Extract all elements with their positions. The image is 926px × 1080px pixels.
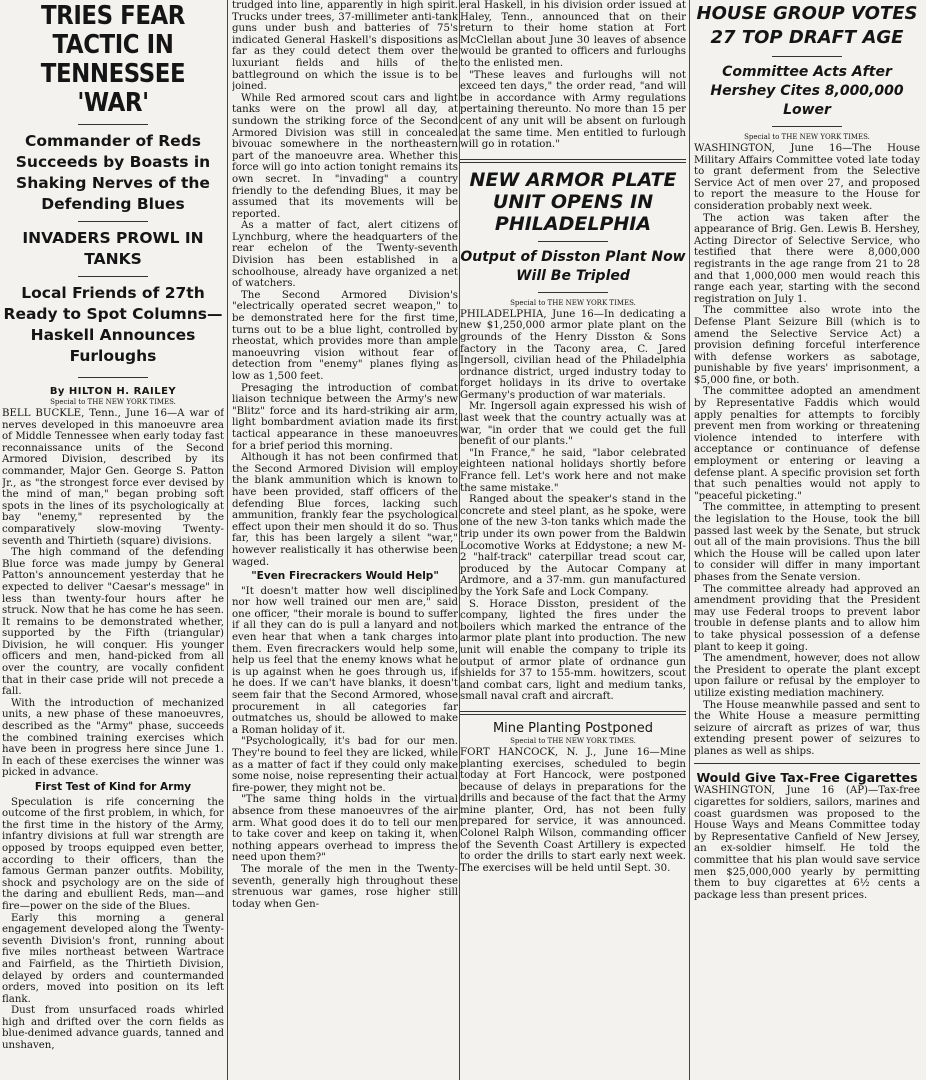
divider (78, 124, 148, 125)
deck: INVADERS PROWL IN TANKS (22, 229, 204, 268)
paragraph: The amendment, however, does not allow the President to operate the plant except upon failure or refusal by the employer to utilize existing mediation machinery. (694, 653, 920, 699)
paragraph: Early this morning a general engagement developed along the Twenty-seventh Division's front, running about five miles northeast between Wartrace and Fairfield, as the Thirtieth Division, delayed by orders and countermanded orders, moved into position on its left flank. (2, 912, 224, 1005)
paragraph: Dust from unsurfaced roads whirled high and drifted over the corn fields as blue-denimed advance guards, tanned and unshaven, (2, 1005, 224, 1052)
paragraph: The committee also wrote into the Defense Plant Seizure Bill (which is to amend the Selective Service Act) a provision defining forceful interference with defense workers as sabotage, punishable by five years' imprisonment, a $5,000 fine, or both. (694, 305, 920, 386)
article-fear-tactic-continued (232, 0, 458, 1080)
paragraph: While Red armored scout cars and light tanks were on the prowl all day, at sundown the striking force of the Second Armored Division was still in concealed bivouac somewhere in the northeastern part of the manoeuvre area. Whether this force will go into action tonight remains its own secret. In "invading" a country friendly to the defending Blues, it may be assumed that its movements will be reported. (232, 92, 458, 220)
paragraph: "These leaves and furloughs will not exceed ten days," the order read, "and will be in accordance with Army regulations pertaining thereunto. No more than 15 per cent of any unit will be absent on furlough at the same time. Men entitled to furlough will go in rotation." (460, 69, 686, 151)
byline: By HILTON H. RAILEY (49, 386, 177, 397)
paragraph: The action was taken after the appearance of Brig. Gen. Lewis B. Hershey, Acting Director of Selective Service, who testified that there were 8,000,000 registrants in the age range from 21 to 28 and that 1,000,000 men would reach this range each year, starting with the second registration on July 1. (694, 212, 920, 305)
paragraph: Ranged about the speaker's stand in the concrete and steel plant, as he spoke, were one of the new 3-ton tanks which made the trip under its own power from the Baldwin Locomotive Works at Eddystone; a new M-2 "half-track" caterpillar tread scout car, produced by the Autocar Company at Ardmore, and a 37-mm. gun manufactured by the York Safe and Lock Company. (460, 494, 686, 598)
column-rule (689, 0, 690, 1080)
paragraph: The House meanwhile passed and sent to the White House a measure permitting seizure of aircraft as prizes of war, thus extending present power of seizures to planes as well as ships. (694, 699, 920, 757)
article-body (2, 408, 224, 1052)
headline: HOUSE GROUP VOTES 27 TOP DRAFT AGE (696, 3, 918, 48)
paragraph: trudged into line, apparently in high spirit. Trucks under trees, 37-millimeter anti-tank guns under bush and batteries of 75's indicated General Haskell's dispositions as far as they could detect them over the luxuriant fields and hills of the battleground on which the issue is to be joined. (232, 0, 458, 93)
paragraph: "In France," he said, "labor celebrated eighteen national holidays shortly before France fell. Let's work here and not make the same mistake." (460, 447, 686, 494)
divider (772, 126, 842, 127)
article-body (694, 785, 920, 901)
deck: Output of Disston Plant Now Will Be Tripled (460, 248, 686, 284)
subheading: First Test of Kind for Army (34, 781, 192, 793)
paragraph: Although it has not been confirmed that the Second Armored Division will employ the blank ammunition which is known to have been provided, staff officers of the defending Blue forces, lacking such ammunition, frankly fear the psychological effect upon their men should it do so. Thus far, this has been largely a silent "war," however realistically it has otherwise been waged. (232, 452, 458, 568)
subheadline: Mine Planting Postponed (492, 720, 654, 736)
special-note: Special to THE NEW YORK TIMES. (510, 736, 636, 745)
paragraph: "It doesn't matter how well disciplined nor how well trained our men are," said one officer, "their morale is bound to suffer if all they can do is pull a lanyard and not even hear that when a tank charges into them. Even firecrackers would help some, help us feel that the enemy knows what he is up against when he goes through us, if he does. If we can't have blanks, it doesn't seem fair that the Second Armored, whose procurement in all categories far outmatches us, should be allowed to make a Roman holiday of it. (232, 585, 458, 736)
headline: TRIES FEAR TACTIC IN TENNESSEE 'WAR' (40, 1, 186, 118)
section-divider (694, 763, 920, 764)
headline: NEW ARMOR PLATE UNIT OPENS IN PHILADELPHIA (469, 168, 677, 235)
paragraph: S. Horace Disston, president of the company, lighted the fires under the boilers which marked the entrance of the armor plate plant into production. The new unit will enable the company to triple its output of armor plate of ordnance gun shields for 37 to 155-mm. howitzers, scout and combat cars, light and medium tanks, small naval craft and aircraft. (460, 598, 686, 703)
article-draft-age (694, 0, 920, 1080)
paragraph: Speculation is rife concerning the outcome of the first problem, in which, for the first time in the history of the Army, infantry divisions at full war strength are opposed by troops equipped even better, according to their officers, than the famous German panzer outfits. Mobility, shock and psychology are on the side of the daring and ebullient Reds, man—and fire—power on the side of the Blues. (2, 796, 224, 912)
section-divider (460, 711, 686, 715)
article-body (460, 0, 686, 151)
deck: Local Friends of 27th Ready to Spot Columns—Haskell Announces Furloughs (3, 284, 223, 365)
paragraph: With the introduction of mechanized units, a new phase of these manoeuvres, described as the "Army" phase, succeeds the combined training exercises which have been in progress here since June 1. In each of these exercises the winner was picked in advance. (2, 697, 224, 779)
paragraph: The committee adopted an amendment by Representative Faddis which would apply penalties for attempts to forcibly prevent men from working or threatening violence intended to interfere with acceptance or continuance of defense employment or entering or leaving a defense plant. A specific provision set forth that such penalties would not apply to "peaceful picketing." (694, 386, 920, 502)
paragraph: FORT HANCOCK, N. J., June 16—Mine planting exercises, scheduled to begin today at Fort Hancock, were postponed because of delays in preparations for the drills and because of the fact that the Army mine planter, Ord, has not been fully prepared for service, it was announced. Colonel Ralph Wilson, commanding officer of the Seventh Coast Artillery is expected to order the drills to start early next week. The exercises will be held until Sept. 30. (460, 746, 686, 874)
paragraph: The high command of the defending Blue force was made jumpy by General Patton's announcement yesterday that he expected to deliver "Caesar's message" in less than twenty-four hours after he struck. Now that he has come he has seen. It remains to be demonstrated whether, supported by the Fifth (triangular) Division, he will conquer. His younger officers and men, hand-picked from all over the country, are vocally confident that in their case pride will not precede a fall. (2, 547, 224, 698)
divider (78, 377, 148, 378)
special-note: Special to THE NEW YORK TIMES. (510, 298, 636, 307)
paragraph: Mr. Ingersoll again expressed his wish of last week that the country actually was at war, "in order that we could get the full benefit of our plants." (460, 401, 686, 448)
deck: Committee Acts After Hershey Cites 8,000,000 Lower (710, 64, 904, 118)
paragraph: The committee, in attempting to present the legislation to the House, took the bill passed last week by the Senate, but struck out all of the main provisions. Thus the bill which the House will be called upon later to consider will differ in many important phases from the Senate version. (694, 502, 920, 583)
paragraph: The morale of the men in the Twenty-seventh, generally high throughout these strenuous war games, rose higher still today when Gen- (232, 863, 458, 910)
divider (772, 56, 842, 57)
paragraph: The Second Armored Division's "electrically operated secret weapon," to be demonstrated here for the first time, turns out to be a blue light, controlled by rheostat, which provides more than ample manoeuvring vision without fear of detection from "enemy" planes flying as low as 1,500 feet. (232, 289, 458, 382)
article-armor-plate (460, 0, 686, 1080)
article-body (460, 747, 686, 875)
paragraph: eral Haskell, in his division order issued at Haley, Tenn., announced that on their return to their home station at Fort McClellan about June 30 leaves of absence would be granted to officers and furloughs to the enlisted men. (460, 0, 686, 69)
paragraph: As a matter of fact, alert citizens of Lynchburg, where the headquarters of the rear echelon of the Twenty-seventh Division has been established in a schoolhouse, already have organized a net of watchers. (232, 220, 458, 290)
divider (538, 292, 608, 293)
article-body (232, 0, 458, 910)
divider (538, 241, 608, 242)
subheadline: Would Give Tax-Free Cigarettes (696, 770, 918, 786)
paragraph: WASHINGTON, June 16—The House Military Affairs Committee voted late today to grant deferment from the Selective Service Act of men over 27, and proposed to report the measure to the House for consideration probably next week. (694, 143, 920, 212)
paragraph: BELL BUCKLE, Tenn., June 16—A war of nerves developed in this manoeuvre area of Middle Tennessee when early today fast reconnaissance units of the Second Armored Division, described by its commander, Major Gen. George S. Patton Jr., as "the strongest force ever devised by the mind of man," began probing soft spots in the lines of its psychologically at bay "enemy," represented by the comparatively slow-moving Twenty-seventh and Thirtieth (square) divisions. (2, 408, 224, 547)
divider (78, 221, 148, 222)
paragraph: "Psychologically, it's bad for our men. They're bound to feel they are licked, while as a matter of fact if they could only make some noise, noise representing their actual fire-power, they might not be. (232, 736, 458, 794)
article-body (694, 143, 920, 757)
subheading: "Even Firecrackers Would Help" (251, 570, 439, 583)
article-body (460, 309, 686, 703)
paragraph: PHILADELPHIA, June 16—In dedicating a new $1,250,000 armor plate plant on the grounds of the Henry Disston & Sons factory in the Tacony area, C. Jared Ingersoll, civilian head of the Philadelphia ordnance district, urged industry today to forget holidays in its drive to overtake Germany's production of war materials. (460, 308, 686, 401)
paragraph: WASHINGTON, June 16 (AP)—Tax-free cigarettes for soldiers, sailors, marines and coast guardsmen was proposed to the House Ways and Means Committee today by Representative Canfield of New Jersey, an ex-soldier himself. He told the committee that his plan would save service men $25,000,000 yearly by permitting them to buy cigarettes at 6½ cents a package less than present prices. (694, 785, 920, 901)
paragraph: "The same thing holds in the virtual absence from these manoeuvres of the air arm. What good does it do to tell our men to take cover and keep on taking it, when nothing appears overhead to impress the need upon them?" (232, 794, 458, 864)
special-note: Special to THE NEW YORK TIMES. (50, 398, 176, 406)
paragraph: The committee already had approved an amendment providing that the President may use Federal troops to prevent labor trouble in defense plants and to allow him to take physical possession of a defense plant to keep it going. (694, 583, 920, 653)
article-fear-tactic (2, 0, 224, 1080)
special-note: Special to THE NEW YORK TIMES. (744, 133, 870, 141)
deck: Commander of Reds Succeeds by Boasts in Shaking Nerves of the Defending Blues (15, 132, 211, 213)
section-divider (460, 159, 686, 163)
column-rule (227, 0, 228, 1080)
divider (78, 276, 148, 277)
paragraph: Presaging the introduction of combat liaison technique between the Army's new "Blitz" force and its hard-striking air arm, light bombardment aviation made its first tactical appearance in these manoeuvres for a brief period this morning. (232, 382, 458, 452)
